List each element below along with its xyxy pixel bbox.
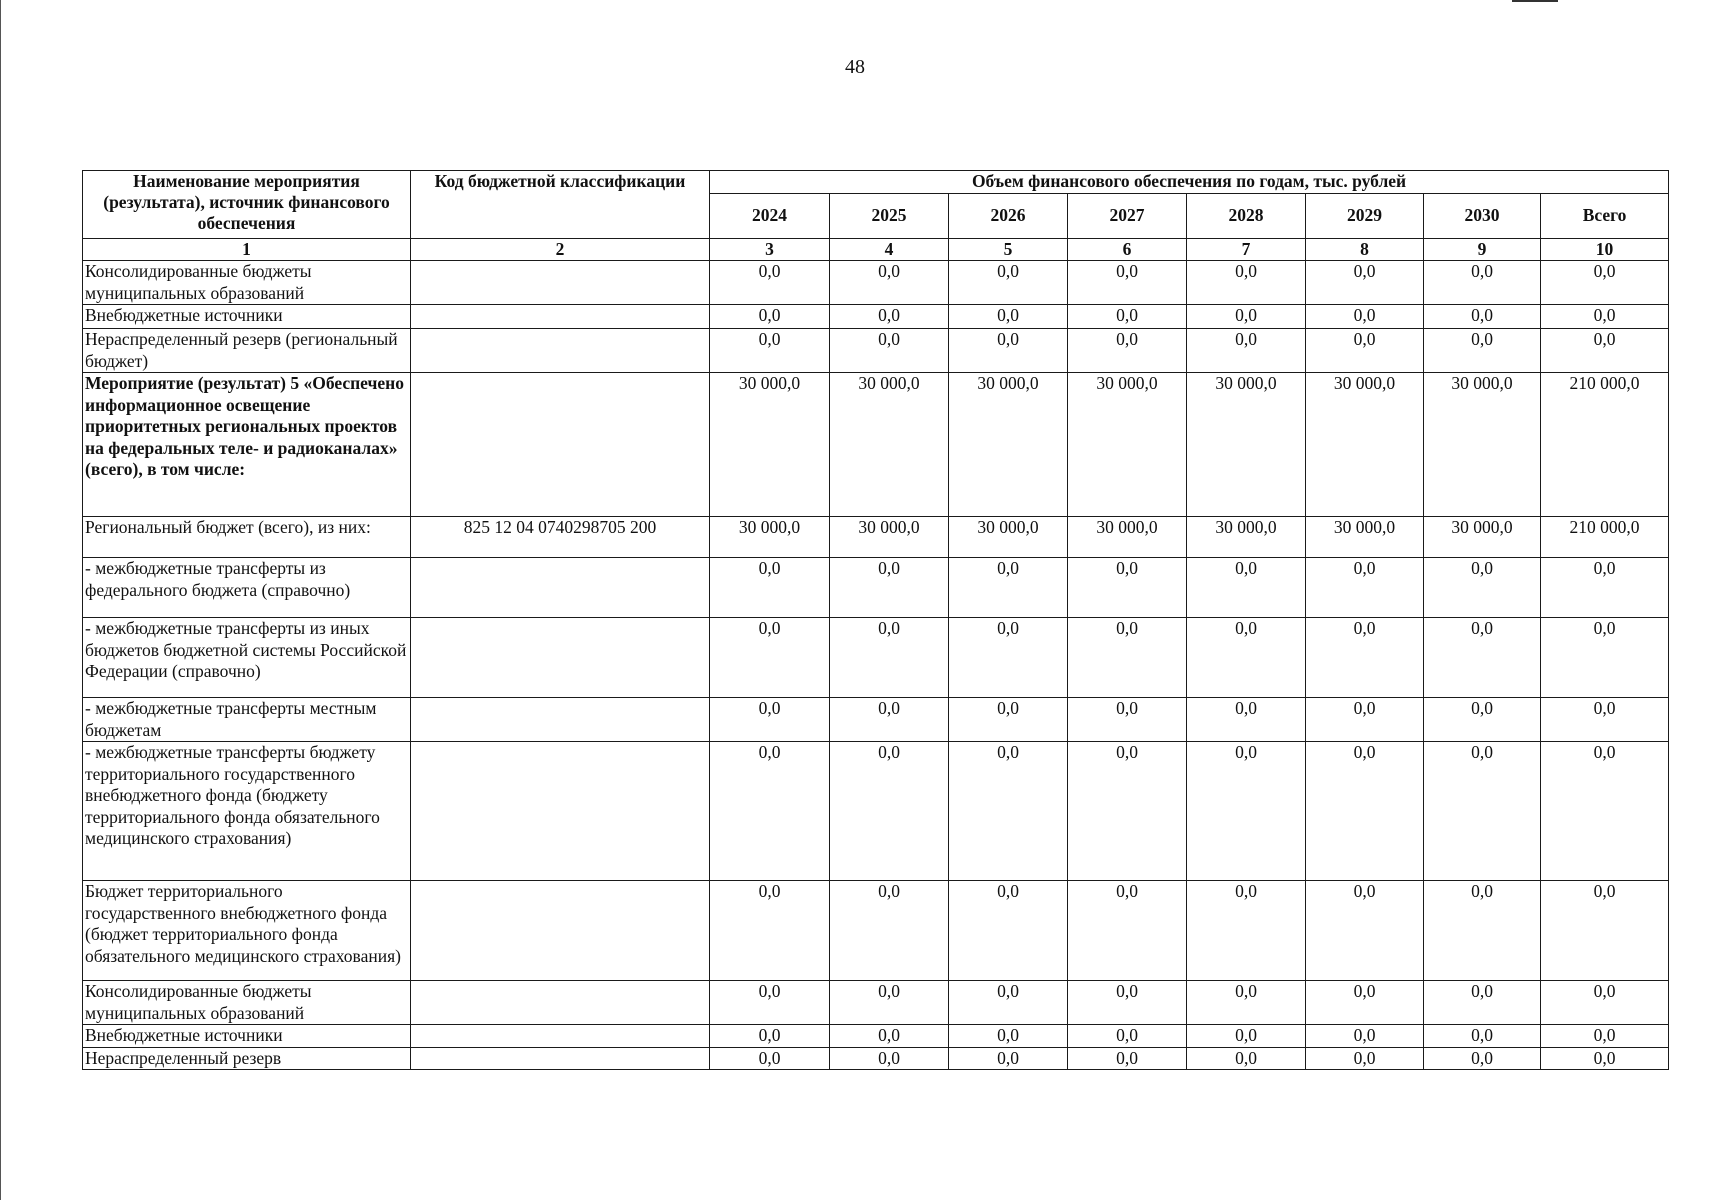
row-budget-code [411,742,710,881]
row-value-2030: 0,0 [1424,981,1541,1025]
row-budget-code [411,1047,710,1070]
row-value-2030: 30 000,0 [1424,517,1541,558]
row-name: Мероприятие (результат) 5 «Обеспечено информационное освещение приоритетных региональных проектов на федеральных теле- и радиоканалах» (всего), в том числе: [83,373,411,517]
row-value-2024: 0,0 [710,1025,830,1048]
row-budget-code [411,698,710,742]
row-value-2030: 0,0 [1424,1047,1541,1070]
row-value-2030: 0,0 [1424,742,1541,881]
row-value-2029: 0,0 [1306,261,1424,305]
row-value-2025: 0,0 [830,261,949,305]
row-value-2024: 0,0 [710,329,830,373]
column-number-5: 6 [1068,238,1187,261]
row-value-2024: 0,0 [710,558,830,618]
column-number-4: 5 [949,238,1068,261]
row-value-Всего: 210 000,0 [1541,517,1669,558]
row-value-Всего: 0,0 [1541,329,1669,373]
row-value-2030: 30 000,0 [1424,373,1541,517]
table-row [83,1047,1669,1070]
table-row [83,517,1669,558]
row-value-2028: 0,0 [1187,261,1306,305]
row-name: - межбюджетные трансферты бюджету территориального государственного внебюджетного фонда (бюджету территориального фонда обязательного медицинского страхования) [83,742,411,881]
row-value-2024: 30 000,0 [710,373,830,517]
table-row [83,1025,1669,1048]
header-year-1: 2025 [830,193,949,238]
row-budget-code: 825 12 04 0740298705 200 [411,517,710,558]
row-budget-code [411,261,710,305]
row-name: Внебюджетные источники [83,1025,411,1048]
header-name: Наименование мероприятия (результата), источник финансового обеспечения [83,171,411,239]
row-name: Нераспределенный резерв (региональный бюджет) [83,329,411,373]
row-value-Всего: 0,0 [1541,742,1669,881]
row-value-2026: 0,0 [949,618,1068,698]
row-value-2027: 0,0 [1068,698,1187,742]
row-value-Всего: 0,0 [1541,305,1669,329]
row-value-2024: 0,0 [710,698,830,742]
header-year-0: 2024 [710,193,830,238]
column-number-7: 8 [1306,238,1424,261]
header-year-6: 2030 [1424,193,1541,238]
row-name: Консолидированные бюджеты муниципальных образований [83,261,411,305]
row-value-2028: 30 000,0 [1187,517,1306,558]
row-value-2026: 0,0 [949,742,1068,881]
table-row [83,881,1669,981]
row-value-2029: 0,0 [1306,305,1424,329]
header-financing-span: Объем финансового обеспечения по годам, тыс. рублей [710,171,1669,194]
row-value-2026: 0,0 [949,305,1068,329]
row-value-2025: 0,0 [830,1025,949,1048]
row-budget-code [411,981,710,1025]
header-year-2: 2026 [949,193,1068,238]
row-value-2025: 0,0 [830,1047,949,1070]
row-value-2025: 0,0 [830,981,949,1025]
row-value-2028: 0,0 [1187,618,1306,698]
row-budget-code [411,373,710,517]
row-budget-code [411,558,710,618]
row-value-2024: 0,0 [710,261,830,305]
row-value-2028: 0,0 [1187,981,1306,1025]
row-value-2024: 0,0 [710,305,830,329]
row-value-2029: 0,0 [1306,981,1424,1025]
row-value-2027: 30 000,0 [1068,373,1187,517]
row-value-2028: 0,0 [1187,742,1306,881]
row-value-2026: 0,0 [949,698,1068,742]
row-value-2027: 0,0 [1068,1025,1187,1048]
row-value-2030: 0,0 [1424,698,1541,742]
column-number-8: 9 [1424,238,1541,261]
row-value-2028: 0,0 [1187,329,1306,373]
row-value-2030: 0,0 [1424,261,1541,305]
row-value-2024: 0,0 [710,618,830,698]
row-value-2024: 0,0 [710,881,830,981]
row-value-2026: 30 000,0 [949,373,1068,517]
row-value-2027: 30 000,0 [1068,517,1187,558]
column-number-row [83,238,1669,261]
row-value-2027: 0,0 [1068,618,1187,698]
financing-table [82,170,1669,1070]
header-year-5: 2029 [1306,193,1424,238]
header-code: Код бюджетной классификации [411,171,710,239]
table-row [83,981,1669,1025]
row-value-2030: 0,0 [1424,1025,1541,1048]
row-value-2029: 0,0 [1306,329,1424,373]
row-name: - межбюджетные трансферты местным бюджетам [83,698,411,742]
row-value-2030: 0,0 [1424,558,1541,618]
row-value-2025: 0,0 [830,305,949,329]
row-value-Всего: 0,0 [1541,881,1669,981]
row-value-2027: 0,0 [1068,742,1187,881]
table-row [83,618,1669,698]
row-value-2029: 0,0 [1306,742,1424,881]
scan-top-mark [1512,0,1558,2]
row-value-Всего: 210 000,0 [1541,373,1669,517]
row-value-Всего: 0,0 [1541,698,1669,742]
row-value-2030: 0,0 [1424,329,1541,373]
row-value-2027: 0,0 [1068,981,1187,1025]
row-value-2029: 0,0 [1306,1047,1424,1070]
column-number-3: 4 [830,238,949,261]
header-year-7: Всего [1541,193,1669,238]
column-number-9: 10 [1541,238,1669,261]
row-value-Всего: 0,0 [1541,558,1669,618]
row-value-Всего: 0,0 [1541,1025,1669,1048]
table-row [83,261,1669,305]
row-name: Региональный бюджет (всего), из них: [83,517,411,558]
row-value-2024: 30 000,0 [710,517,830,558]
row-budget-code [411,618,710,698]
header-year-3: 2027 [1068,193,1187,238]
row-value-2025: 0,0 [830,618,949,698]
row-value-2026: 0,0 [949,329,1068,373]
row-value-Всего: 0,0 [1541,981,1669,1025]
row-budget-code [411,881,710,981]
row-value-2025: 30 000,0 [830,517,949,558]
row-value-2028: 0,0 [1187,305,1306,329]
row-value-2029: 0,0 [1306,698,1424,742]
table-row [83,329,1669,373]
row-value-2029: 0,0 [1306,881,1424,981]
row-value-2028: 0,0 [1187,1047,1306,1070]
row-value-2029: 0,0 [1306,558,1424,618]
row-value-2029: 30 000,0 [1306,373,1424,517]
row-name: - межбюджетные трансферты из федерального бюджета (справочно) [83,558,411,618]
row-value-2024: 0,0 [710,981,830,1025]
row-value-2025: 0,0 [830,742,949,881]
row-value-2030: 0,0 [1424,618,1541,698]
row-name: - межбюджетные трансферты из иных бюджетов бюджетной системы Российской Федерации (справочно) [83,618,411,698]
row-name: Внебюджетные источники [83,305,411,329]
row-value-2027: 0,0 [1068,881,1187,981]
row-budget-code [411,329,710,373]
column-number-6: 7 [1187,238,1306,261]
row-budget-code [411,1025,710,1048]
column-number-0: 1 [83,238,411,261]
row-value-2025: 0,0 [830,329,949,373]
row-value-2027: 0,0 [1068,261,1187,305]
row-value-2026: 0,0 [949,261,1068,305]
row-value-2029: 0,0 [1306,618,1424,698]
row-value-2027: 0,0 [1068,305,1187,329]
row-value-2030: 0,0 [1424,305,1541,329]
row-value-Всего: 0,0 [1541,618,1669,698]
row-value-Всего: 0,0 [1541,261,1669,305]
row-name: Консолидированные бюджеты муниципальных образований [83,981,411,1025]
row-value-2027: 0,0 [1068,558,1187,618]
row-value-2030: 0,0 [1424,881,1541,981]
row-value-2027: 0,0 [1068,329,1187,373]
row-value-2025: 30 000,0 [830,373,949,517]
table-row [83,305,1669,329]
row-value-2028: 0,0 [1187,881,1306,981]
row-value-2029: 0,0 [1306,1025,1424,1048]
column-number-2: 3 [710,238,830,261]
column-number-1: 2 [411,238,710,261]
header-row-top [83,171,1669,194]
row-value-Всего: 0,0 [1541,1047,1669,1070]
row-budget-code [411,305,710,329]
row-value-2026: 0,0 [949,981,1068,1025]
row-value-2028: 0,0 [1187,698,1306,742]
row-value-2026: 0,0 [949,558,1068,618]
row-value-2026: 0,0 [949,881,1068,981]
scan-edge-line [0,0,1,1200]
row-value-2028: 0,0 [1187,1025,1306,1048]
row-value-2024: 0,0 [710,1047,830,1070]
table-row [83,373,1669,517]
row-value-2025: 0,0 [830,698,949,742]
table-row [83,698,1669,742]
row-value-2025: 0,0 [830,881,949,981]
header-year-4: 2028 [1187,193,1306,238]
row-name: Нераспределенный резерв [83,1047,411,1070]
row-value-2027: 0,0 [1068,1047,1187,1070]
row-value-2028: 30 000,0 [1187,373,1306,517]
table-row [83,558,1669,618]
row-name: Бюджет территориального государственного внебюджетного фонда (бюджет территориального фонда обязательного медицинского страхования) [83,881,411,981]
row-value-2026: 0,0 [949,1047,1068,1070]
row-value-2026: 30 000,0 [949,517,1068,558]
row-value-2025: 0,0 [830,558,949,618]
page-number: 48 [845,56,865,78]
table-row [83,742,1669,881]
row-value-2029: 30 000,0 [1306,517,1424,558]
row-value-2026: 0,0 [949,1025,1068,1048]
row-value-2028: 0,0 [1187,558,1306,618]
row-value-2024: 0,0 [710,742,830,881]
